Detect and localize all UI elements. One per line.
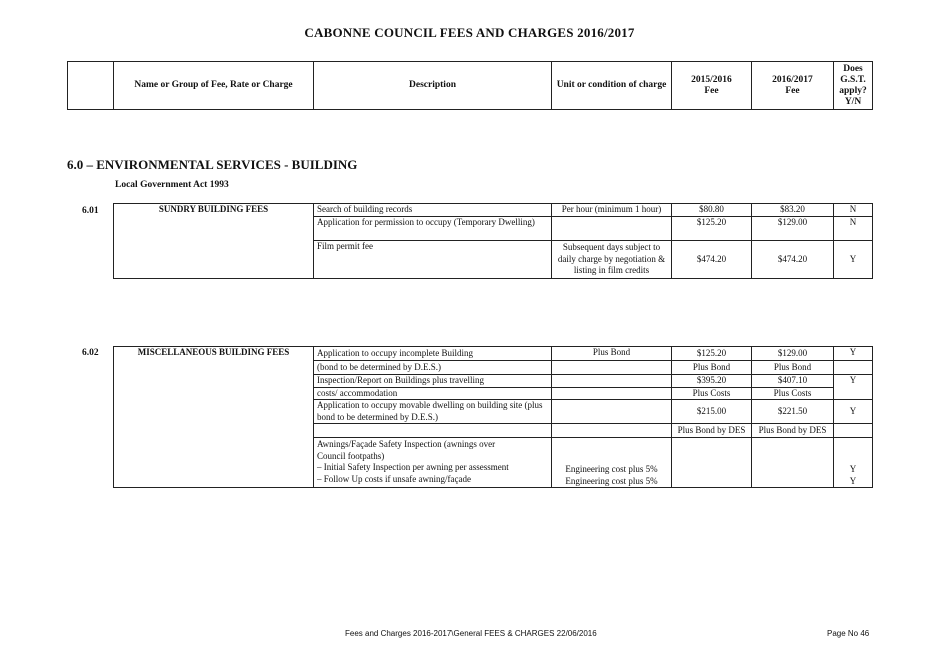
header-name: Name or Group of Fee, Rate or Charge bbox=[114, 62, 314, 110]
fee-description: Application for permission to occupy (Temporary Dwelling) bbox=[314, 217, 552, 241]
gst-flag: Y bbox=[834, 347, 873, 361]
page-title: CABONNE COUNCIL FEES AND CHARGES 2016/2017 bbox=[304, 25, 635, 40]
fee-2016: Plus Costs bbox=[752, 387, 834, 400]
fee-2016: $221.50 bbox=[752, 400, 834, 424]
footer-page-number: Page No 46 bbox=[827, 629, 870, 638]
group-code-601: 6.01 bbox=[82, 206, 99, 216]
header-gst: Does G.S.T. apply? Y/N bbox=[834, 62, 873, 110]
empty-cell bbox=[314, 424, 552, 438]
fee-2016: $474.20 bbox=[752, 241, 834, 279]
gst-flag: Y bbox=[834, 241, 873, 279]
fee-description: Application to occupy movable dwelling on building site (plus bond to be determined by D.E.S.) bbox=[314, 400, 552, 424]
empty-cell bbox=[552, 361, 672, 375]
fee-description: costs/ accommodation bbox=[314, 387, 552, 400]
fee-2015: Plus Costs bbox=[672, 387, 752, 400]
group-name-miscellaneous: MISCELLANEOUS BUILDING FEES bbox=[114, 347, 314, 488]
gst-flag: Y bbox=[834, 400, 873, 424]
fee-2015: $474.20 bbox=[672, 241, 752, 279]
empty-cell bbox=[552, 375, 672, 388]
fee-2016: Plus Bond bbox=[752, 361, 834, 375]
fee-unit bbox=[552, 217, 672, 241]
legislation-label: Local Government Act 1993 bbox=[115, 180, 229, 190]
fee-2016: $407.10 bbox=[752, 375, 834, 388]
fee-unit: Subsequent days subject to daily charge by negotiation & listing in film credits bbox=[552, 241, 672, 279]
fee-unit: Per hour (minimum 1 hour) bbox=[552, 204, 672, 217]
fee-description: Application to occupy incomplete Building bbox=[314, 347, 552, 361]
fee-2015: $80.80 bbox=[672, 204, 752, 217]
header-fee-2016: 2016/2017 Fee bbox=[752, 62, 834, 110]
section-heading: 6.0 – ENVIRONMENTAL SERVICES - BUILDING bbox=[67, 157, 358, 172]
empty-cell bbox=[752, 438, 834, 488]
empty-cell bbox=[552, 400, 672, 424]
empty-cell bbox=[672, 438, 752, 488]
empty-cell bbox=[834, 361, 873, 375]
fee-2016: $83.20 bbox=[752, 204, 834, 217]
gst-flag-awnings: Y Y bbox=[834, 438, 873, 488]
header-fee-2015: 2015/2016 Fee bbox=[672, 62, 752, 110]
fee-2015: $215.00 bbox=[672, 400, 752, 424]
fee-description-awnings: Awnings/Façade Safety Inspection (awnings over Council footpaths) – Initial Safety Inspection per awning per assessment – Follow Up costs if unsafe awning/façade bbox=[314, 438, 552, 488]
column-header-table bbox=[67, 61, 873, 110]
fee-2016: $129.00 bbox=[752, 347, 834, 361]
fee-description: Search of building records bbox=[314, 204, 552, 217]
gst-flag: N bbox=[834, 217, 873, 241]
fee-2015: $125.20 bbox=[672, 217, 752, 241]
fee-2015: $125.20 bbox=[672, 347, 752, 361]
fee-2015: Plus Bond bbox=[672, 361, 752, 375]
fee-description: (bond to be determined by D.E.S.) bbox=[314, 361, 552, 375]
empty-cell bbox=[834, 424, 873, 438]
group-name-sundry: SUNDRY BUILDING FEES bbox=[114, 204, 314, 279]
fee-2016: Plus Bond by DES bbox=[752, 424, 834, 438]
fee-description: Inspection/Report on Buildings plus travelling bbox=[314, 375, 552, 388]
gst-flag: Y bbox=[834, 375, 873, 400]
fee-2015: $395.20 bbox=[672, 375, 752, 388]
header-unit: Unit or condition of charge bbox=[552, 62, 672, 110]
fee-table-sundry bbox=[113, 203, 873, 279]
header-description: Description bbox=[314, 62, 552, 110]
fee-unit-awnings: Engineering cost plus 5% Engineering cost plus 5% bbox=[552, 438, 672, 488]
header-code-cell bbox=[68, 62, 114, 110]
footer-file-path: Fees and Charges 2016-2017\General FEES & CHARGES 22/06/2016 bbox=[345, 629, 597, 638]
gst-flag: N bbox=[834, 204, 873, 217]
empty-cell bbox=[552, 424, 672, 438]
fee-2016: $129.00 bbox=[752, 217, 834, 241]
fee-unit: Plus Bond bbox=[552, 347, 672, 361]
fee-description: Film permit fee bbox=[314, 241, 552, 279]
fee-table-miscellaneous bbox=[113, 346, 873, 488]
empty-cell bbox=[552, 387, 672, 400]
group-code-602: 6.02 bbox=[82, 348, 99, 358]
fee-2015: Plus Bond by DES bbox=[672, 424, 752, 438]
